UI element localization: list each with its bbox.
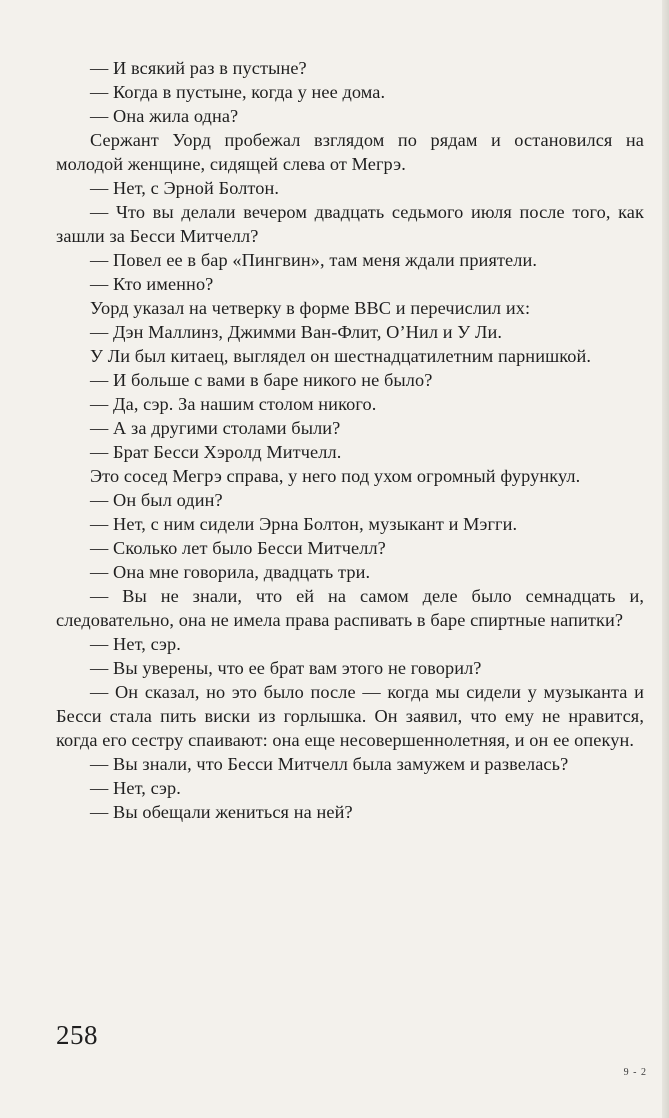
paragraph: — Нет, с ним сидели Эрна Болтон, музыкант и Мэгги. — [90, 514, 518, 534]
paragraph: — Она жила одна? — [90, 106, 239, 126]
paragraph: — Вы уверены, что ее брат вам этого не говорил? — [90, 658, 482, 678]
paragraph: — Нет, с Эрной Болтон. — [90, 178, 280, 198]
paragraph: — Вы не знали, что ей на самом деле было семнадцать и, следовательно, она не имела права распивать в баре спиртные напитки? — [56, 586, 644, 630]
paragraph: У Ли был китаец, выглядел он шестнадцатилетним парнишкой. — [90, 346, 592, 366]
paragraph: — Что вы делали вечером двадцать седьмого июля после того, как зашли за Бесси Митчелл? — [56, 202, 644, 246]
page-edge-shadow — [662, 0, 669, 1118]
paragraph: — Брат Бесси Хэролд Митчелл. — [90, 442, 342, 462]
signature-mark: 9 - 2 — [623, 1067, 647, 1078]
page-number: 258 — [56, 1020, 98, 1050]
paragraph: — Повел ее в бар «Пингвин», там меня ждали приятели. — [90, 250, 538, 270]
paragraph: — Нет, сэр. — [90, 634, 181, 654]
paragraph: — Нет, сэр. — [90, 778, 181, 798]
paragraph: — Вы знали, что Бесси Митчелл была замужем и развелась? — [90, 754, 569, 774]
paragraph: — Сколько лет было Бесси Митчелл? — [90, 538, 386, 558]
paragraph: — Когда в пустыне, когда у нее дома. — [90, 82, 386, 102]
paragraph: — Он был один? — [90, 490, 223, 510]
paragraph: Уорд указал на четверку в форме ВВС и перечислил их: — [90, 298, 531, 318]
paragraph: — Да, сэр. За нашим столом никого. — [90, 394, 377, 414]
paragraph: — Дэн Маллинз, Джимми Ван-Флит, О’Нил и У Ли. — [90, 322, 503, 342]
paragraph: — А за другими столами были? — [90, 418, 341, 438]
paragraph: — Он сказал, но это было после — когда мы сидели у музыканта и Бесси стала пить виски из горлышка. Он заявил, что ему не нравится, когда его сестру спаивают: она еще несовершеннолетняя, и он ее опекун. — [56, 682, 644, 750]
paragraph: — И больше с вами в баре никого не было? — [90, 370, 433, 390]
paragraph: — И всякий раз в пустыне? — [90, 58, 307, 78]
paragraph: Сержант Уорд пробежал взглядом по рядам и остановился на молодой женщине, сидящей слева от Мегрэ. — [56, 130, 644, 174]
paragraph: — Вы обещали жениться на ней? — [90, 802, 353, 822]
paragraph: — Она мне говорила, двадцать три. — [90, 562, 371, 582]
paragraph: Это сосед Мегрэ справа, у него под ухом огромный фурункул. — [90, 466, 581, 486]
paragraph: — Кто именно? — [90, 274, 214, 294]
body-text — [56, 56, 644, 824]
